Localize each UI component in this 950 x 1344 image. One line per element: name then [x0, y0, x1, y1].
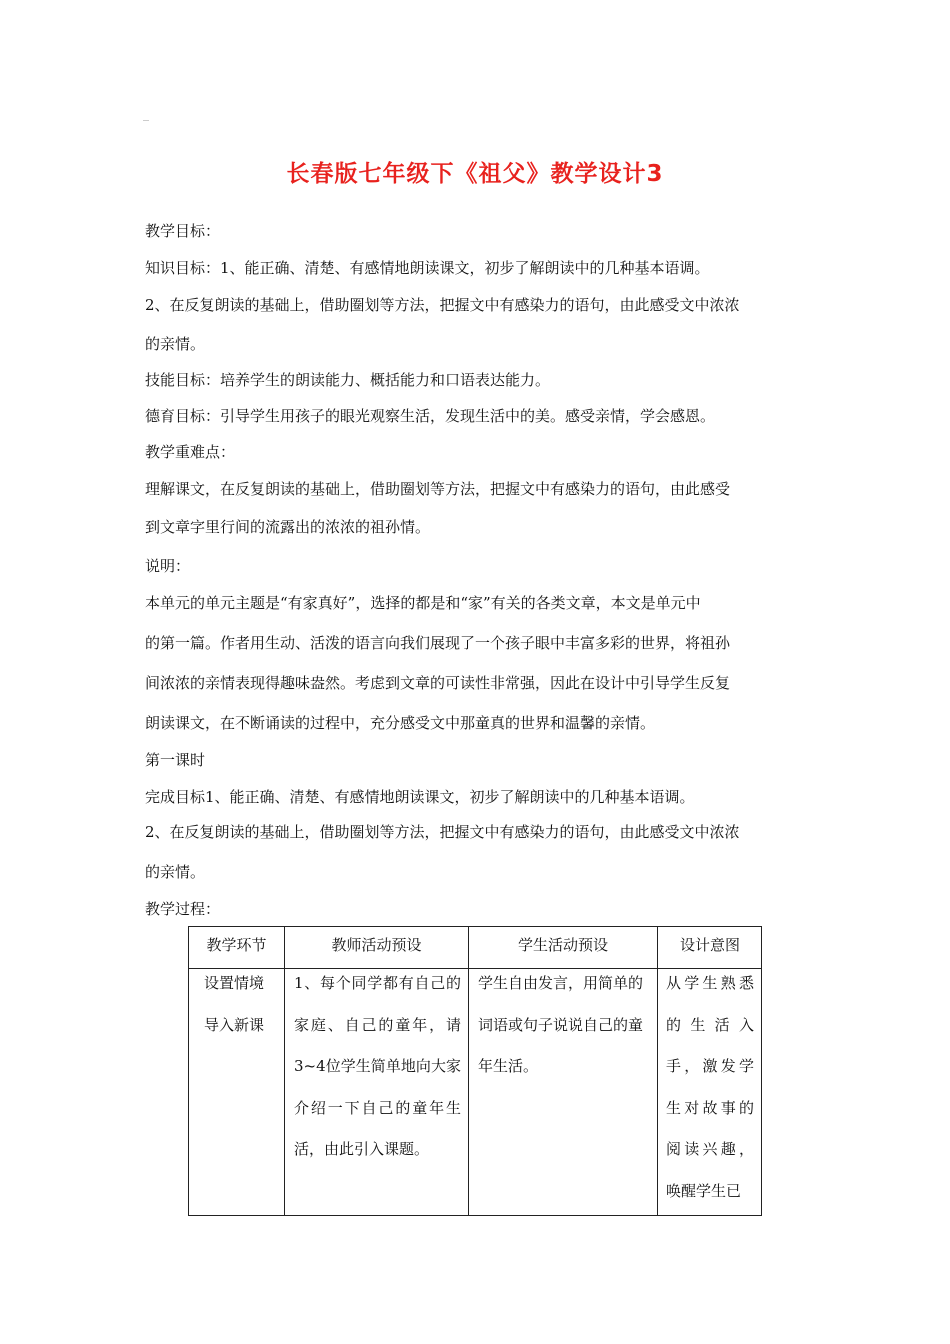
text-line: 教学重难点：	[145, 443, 236, 461]
cell-teacher: 1、每个同学都有自己的家庭、自己的童年，请3~4位学生简单地向大家介绍一下自己的童年生活，由此引入课题。	[294, 974, 461, 1158]
text-line: 的亲情。	[145, 863, 206, 881]
cell-intent: 从学生熟悉的生活入手，激发学生对故事的阅读兴趣，唤醒学生已	[666, 974, 754, 1200]
table-divider	[657, 927, 658, 1215]
text-line: 第一课时	[145, 751, 206, 769]
cell-stage: 设置情境导入新课	[204, 974, 265, 1034]
table-divider	[468, 927, 469, 1215]
text-line: 的第一篇。作者用生动、活泼的语言向我们展现了一个孩子眼中丰富多彩的世界，将祖孙	[145, 634, 731, 652]
text-line: 知识目标：1、能正确、清楚、有感情地朗读课文，初步了解朗读中的几种基本语调。	[145, 259, 710, 277]
text-line: 2、在反复朗读的基础上，借助圈划等方法，把握文中有感染力的语句，由此感受文中浓浓	[145, 823, 740, 841]
text-line: 理解课文，在反复朗读的基础上，借助圈划等方法，把握文中有感染力的语句，由此感受	[145, 480, 731, 498]
document-title: 长春版七年级下《祖父》教学设计3	[286, 161, 664, 187]
text-line: 德育目标：引导学生用孩子的眼光观察生活，发现生活中的美。感受亲情，学会感恩。	[145, 407, 716, 425]
text-line: 教学过程：	[145, 900, 221, 918]
text-line: 本单元的单元主题是“有家真好”，选择的都是和“家”有关的各类文章，本文是单元中	[145, 594, 701, 612]
text-line: 技能目标：培养学生的朗读能力、概括能力和口语表达能力。	[145, 371, 551, 389]
table-divider	[284, 927, 285, 1215]
header-student: 学生活动预设	[517, 936, 608, 954]
text-line: 到文章字里行间的流露出的浓浓的祖孙情。	[145, 518, 431, 536]
text-line: 的亲情。	[145, 335, 206, 353]
text-line: 完成目标1、能正确、清楚、有感情地朗读课文，初步了解朗读中的几种基本语调。	[145, 788, 695, 806]
text-line: 间浓浓的亲情表现得趣味盎然。考虑到文章的可读性非常强，因此在设计中引导学生反复	[145, 674, 731, 692]
scan-mark	[143, 120, 149, 121]
lesson-process-table	[188, 926, 762, 1216]
text-line: 教学目标：	[145, 222, 221, 240]
text-line: 2、在反复朗读的基础上，借助圈划等方法，把握文中有感染力的语句，由此感受文中浓浓	[145, 296, 740, 314]
header-intent: 设计意图	[679, 936, 740, 954]
text-line: 朗读课文，在不断诵读的过程中，充分感受文中那童真的世界和温馨的亲情。	[145, 714, 656, 732]
cell-student: 学生自由发言，用简单的词语或句子说说自己的童年生活。	[478, 974, 644, 1075]
header-stage: 教学环节	[206, 936, 267, 954]
text-line: 说明：	[145, 557, 191, 575]
header-teacher: 教师活动预设	[331, 936, 422, 954]
